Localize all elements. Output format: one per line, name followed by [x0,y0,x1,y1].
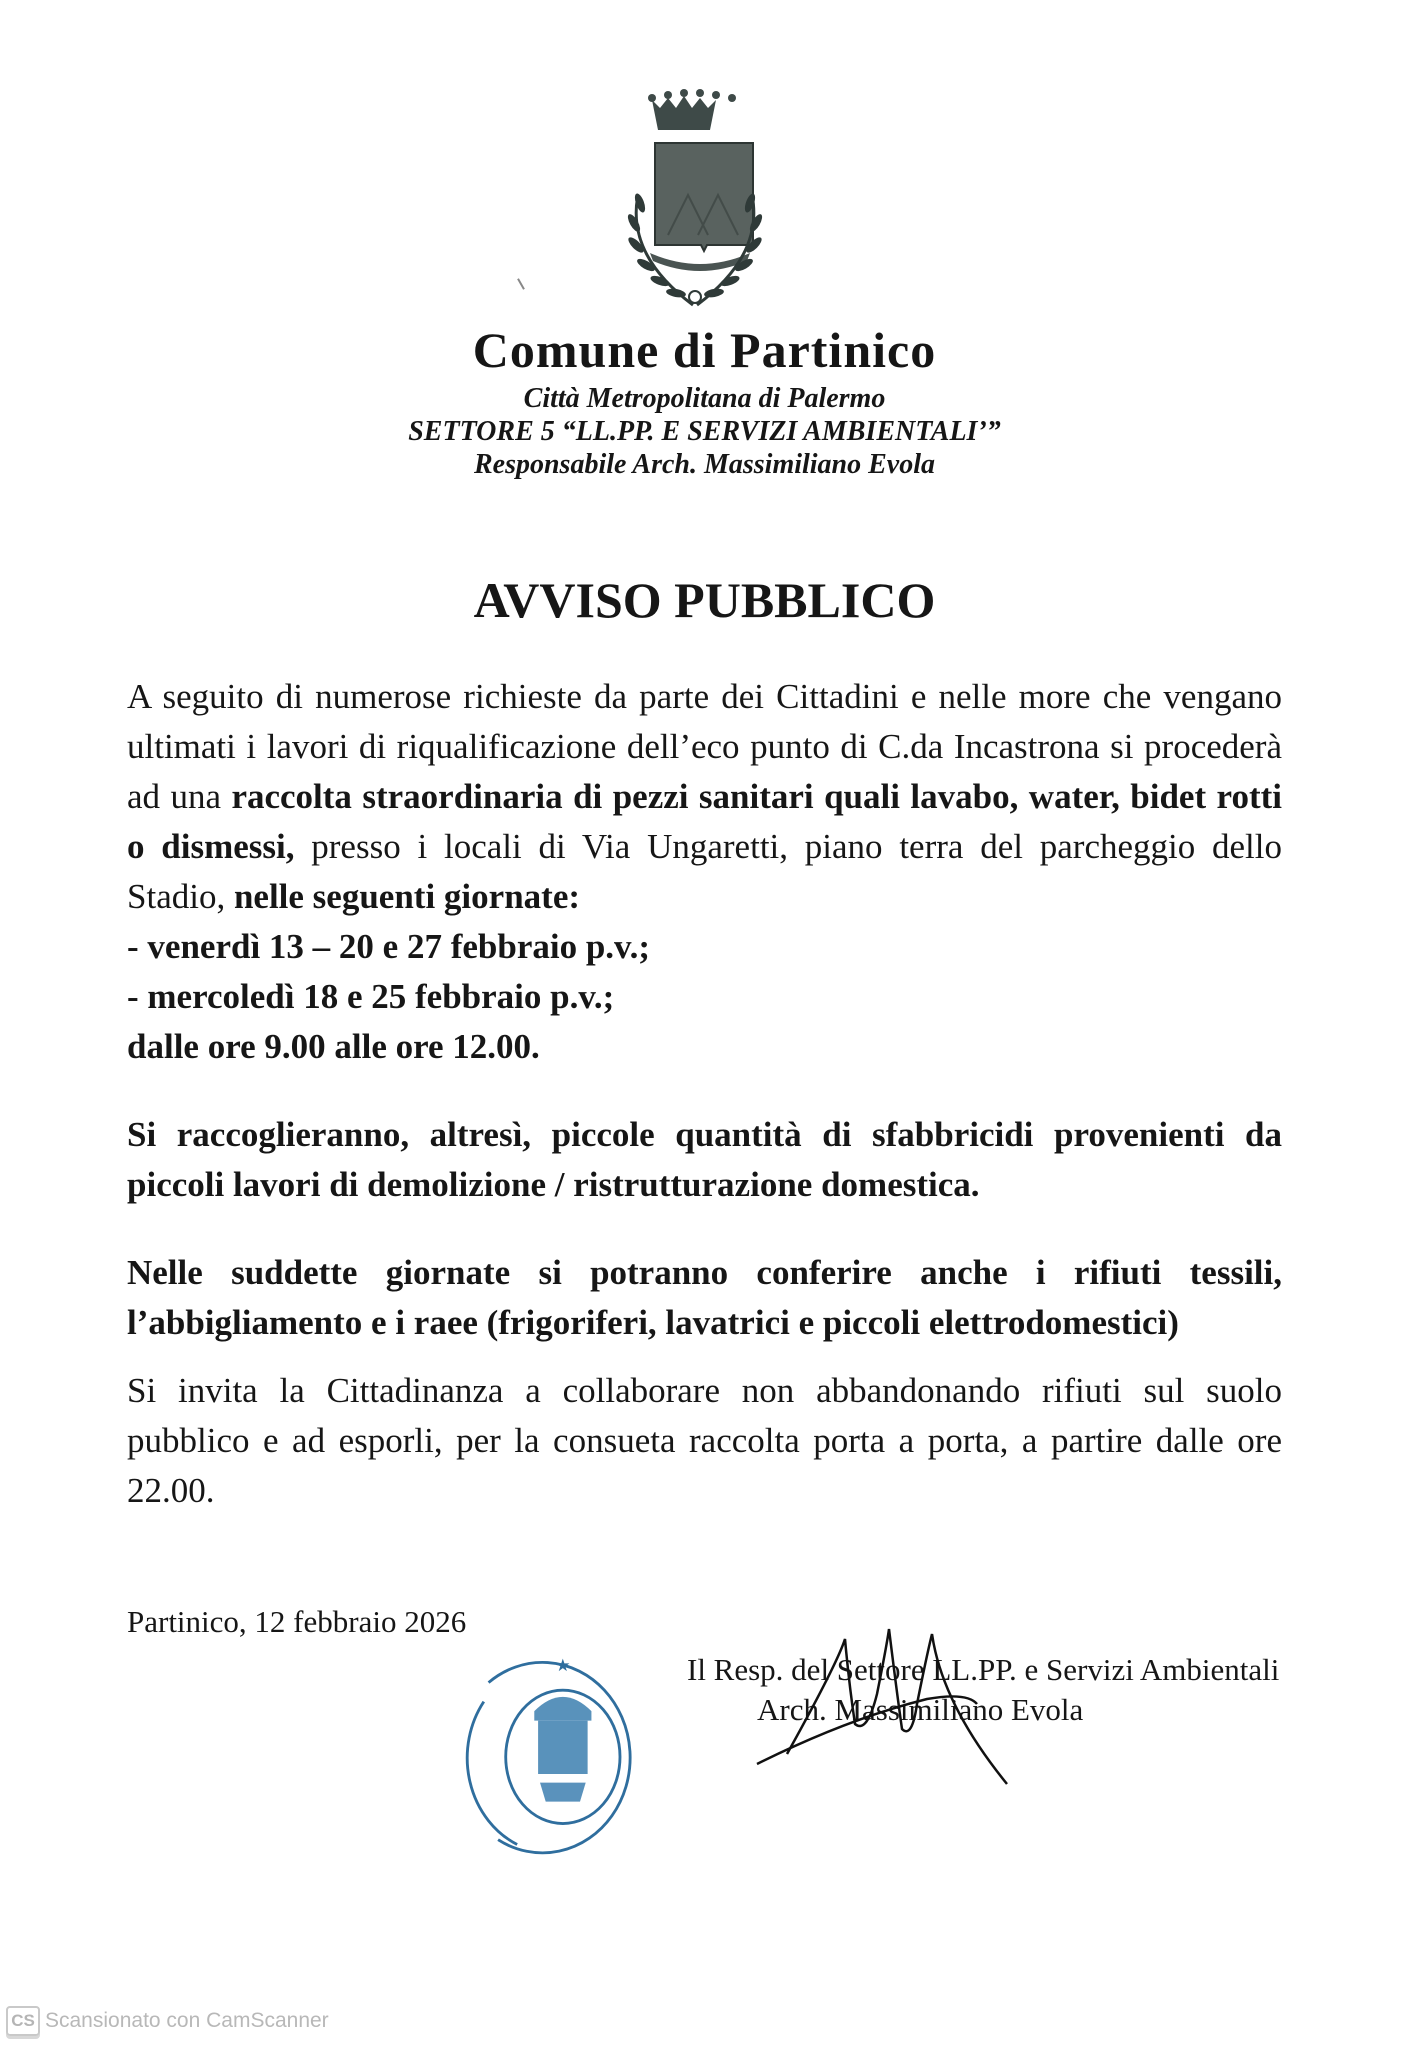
notice-footer [127,1604,1282,1884]
municipality-title: Comune di Partinico [472,322,937,378]
citizen-invitation-text: Si invita la Cittadinanza a collaborare non abbandonando rifiuti sul suolo pubblico e ad esporli, per la consueta raccolta porta a porta, a partire dalle ore 22.00. [127,1371,1282,1510]
collection-location: presso i locali di Via Ungaretti, piano terra del parcheggio dello Stadio, [127,827,1282,916]
municipal-stamp [460,1644,660,1864]
collection-items: raccolta straordinaria di pezzi sanitari quali lavabo, water, bidet rotti o dismessi, [127,777,1282,866]
camscanner-label: Scansionato con CamScanner [45,2009,329,2032]
stamp-star-icon: ★ [555,1656,571,1677]
signatory-role: Il Resp. del Settore LL.PP. e Servizi Ambientali [687,1652,1280,1687]
coat-of-arms-emblem [590,85,800,320]
sector-manager: Responsabile Arch. Massimiliano Evola [473,449,936,480]
scan-artifact [517,278,525,289]
intro-text: A seguito di numerose richieste da parte dei Cittadini e nelle more che vengano ultimati i lavori di riqualificazione dell’eco punto di C.da Incastrona si procederà ad una [127,677,1282,816]
notice-paragraph-4 [127,1366,1282,1516]
rubble-collection-text: Si raccoglieranno, altresì, piccole quantità di sfabbricidi provenienti da piccoli lavori di demolizione / ristrutturazione domestica. [127,1115,1282,1204]
stamp-emblem-icon [534,1697,591,1802]
collection-hours: dalle ore 9.00 alle ore 12.00. [127,1027,540,1066]
notice-paragraph-1 [127,672,1282,1072]
notice-paragraph-2 [127,1110,1282,1210]
date-list-item: - venerdì 13 – 20 e 27 febbraio p.v.; [127,927,651,966]
signatory-block [687,1650,1282,1730]
place-and-date: Partinico, 12 febbraio 2026 [127,1604,467,1639]
metropolitan-city: Città Metropolitana di Palermo [523,383,886,414]
notice-heading: AVVISO PUBBLICO [473,572,936,628]
signatory-name: Arch. Massimiliano Evola [757,1692,1084,1727]
crown-icon [652,96,716,130]
date-list-item: - mercoledì 18 e 25 febbraio p.v.; [127,977,615,1016]
notice-body [127,672,1282,1516]
textile-raee-text: Nelle suddette giornate si potranno conferire anche i rifiuti tessili, l’abbigliamento e i raee (frigoriferi, lavatrici e piccoli elettrodomestici) [127,1253,1282,1342]
notice-paragraph-3 [127,1248,1282,1348]
sector-name: SETTORE 5 “LL.PP. E SERVIZI AMBIENTALI’” [408,416,1001,447]
dates-intro: nelle seguenti giornate: [233,877,581,916]
collection-description [127,672,1282,922]
camscanner-logo-icon: CS [6,2006,40,2036]
